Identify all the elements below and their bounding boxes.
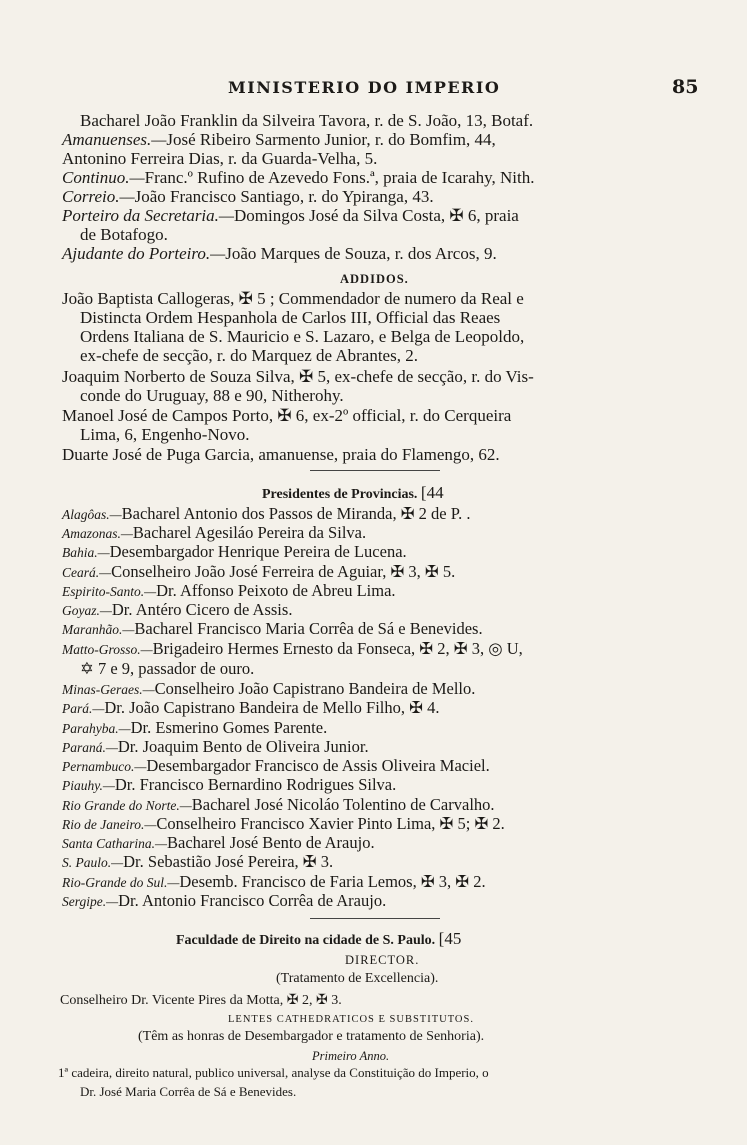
role-label: Porteiro da Secretaria.— [62, 206, 235, 225]
addido-line: João Baptista Callogeras, ✠ 5 ; Commendador de numero da Real e [62, 289, 524, 308]
staff-line: de Botafogo. [80, 225, 168, 244]
province-entry: Bahia.—Desembargador Henrique Pereira de Lucena. [62, 542, 407, 561]
section-divider [310, 918, 440, 919]
province-entry: Pernambuco.—Desembargador Francisco de Assis Oliveira Maciel. [62, 756, 490, 775]
page-title: MINISTERIO DO IMPERIO [228, 78, 501, 97]
addido-line: Distincta Ordem Hespanhola de Carlos III, Official das Reaes [80, 308, 501, 327]
province-entry: Ceará.—Conselheiro João José Ferreira de Aguiar, ✠ 3, ✠ 5. [62, 562, 456, 581]
role-label: Correio.— [62, 187, 135, 206]
staff-line: Antonino Ferreira Dias, r. da Guarda-Velha, 5. [62, 149, 378, 168]
role-label: Amanuenses.— [62, 130, 167, 149]
province-entry: Rio de Janeiro.—Conselheiro Francisco Xavier Pinto Lima, ✠ 5; ✠ 2. [62, 814, 505, 833]
addidos-heading: ADDIDOS. [340, 272, 409, 286]
province-entry: Minas-Geraes.—Conselheiro João Capistrano Bandeira de Mello. [62, 679, 476, 698]
subheading: Primeiro Anno. [312, 1049, 390, 1063]
addido-line: conde do Uruguay, 88 e 90, Nitherohy. [80, 386, 344, 405]
cadeira-line: 1ª cadeira, direito natural, publico universal, analyse da Constituição do Imperio, o [58, 1065, 489, 1080]
subheading: DIRECTOR. [345, 953, 420, 967]
role-label: Ajudante do Porteiro.— [62, 244, 226, 263]
addido-line: Ordens Italiana de S. Mauricio e S. Lazaro, e Belga de Leopoldo, [80, 327, 525, 346]
cadeira-line: Dr. José Maria Corrêa de Sá e Benevides. [80, 1084, 297, 1099]
section-heading: Faculdade de Direito na cidade de S. Paulo. [45 [176, 929, 462, 948]
subheading: LENTES CATHEDRATICOS E SUBSTITUTOS. [228, 1014, 474, 1025]
province-entry: Piauhy.—Dr. Francisco Bernardino Rodrigues Silva. [62, 775, 397, 794]
note: (Têm as honras de Desembargador e tratamento de Senhoria). [138, 1029, 485, 1044]
addido-line: Manoel José de Campos Porto, ✠ 6, ex-2º official, r. do Cerqueira [62, 406, 512, 425]
province-entry: Matto-Grosso.—Brigadeiro Hermes Ernesto da Fonseca, ✠ 2, ✠ 3, ◎ U, [62, 639, 523, 658]
province-entry: Paraná.—Dr. Joaquim Bento de Oliveira Junior. [62, 737, 369, 756]
note: (Tratamento de Excellencia). [276, 971, 439, 986]
section-heading: Presidentes de Provincias. [44 [262, 483, 444, 502]
staff-line: Amanuenses.—José Ribeiro Sarmento Junior, r. do Bomfim, 44, [62, 130, 496, 149]
province-entry: Amazonas.—Bacharel Agesiláo Pereira da Silva. [62, 523, 367, 542]
addido-line: ex-chefe de secção, r. do Marquez de Abrantes, 2. [80, 346, 418, 365]
section-ref: [44 [420, 483, 444, 502]
province-entry: Sergipe.—Dr. Antonio Francisco Corrêa de Araujo. [62, 891, 387, 910]
province-entry: Alagôas.—Bacharel Antonio dos Passos de Miranda, ✠ 2 de P. . [62, 504, 471, 523]
province-entry: Pará.—Dr. João Capistrano Bandeira de Mello Filho, ✠ 4. [62, 698, 440, 717]
director-line: Conselheiro Dr. Vicente Pires da Motta, ✠ 2, ✠ 3. [60, 993, 342, 1008]
province-entry: ✡ 7 e 9, passador de ouro. [80, 659, 255, 678]
addido-line: Joaquim Norberto de Souza Silva, ✠ 5, ex-chefe de secção, r. do Vis- [62, 367, 534, 386]
staff-line: Porteiro da Secretaria.—Domingos José da Silva Costa, ✠ 6, praia [62, 206, 519, 225]
province-entry: Espirito-Santo.—Dr. Affonso Peixoto de Abreu Lima. [62, 581, 396, 600]
section-divider [310, 470, 440, 471]
province-entry: Goyaz.—Dr. Antéro Cicero de Assis. [62, 600, 293, 619]
role-label: Continuo.— [62, 168, 145, 187]
addido-line: Lima, 6, Engenho-Novo. [80, 425, 250, 444]
staff-line: Correio.—João Francisco Santiago, r. do Ypiranga, 43. [62, 187, 434, 206]
province-entry: Rio-Grande do Sul.—Desemb. Francisco de Faria Lemos, ✠ 3, ✠ 2. [62, 872, 486, 891]
province-entry: Rio Grande do Norte.—Bacharel José Nicoláo Tolentino de Carvalho. [62, 795, 495, 814]
addido-line: Duarte José de Puga Garcia, amanuense, praia do Flamengo, 62. [62, 445, 500, 464]
staff-line: Ajudante do Porteiro.—João Marques de Souza, r. dos Arcos, 9. [62, 244, 497, 263]
province-entry: Parahyba.—Dr. Esmerino Gomes Parente. [62, 718, 328, 737]
page-header [0, 78, 747, 102]
page-number: 85 [672, 76, 699, 98]
province-entry: Santa Catharina.—Bacharel José Bento de Araujo. [62, 833, 375, 852]
province-entry: S. Paulo.—Dr. Sebastião José Pereira, ✠ 3. [62, 852, 334, 871]
section-ref: [45 [438, 929, 462, 948]
staff-line: Continuo.—Franc.º Rufino de Azevedo Fons.ª, praia de Icarahy, Nith. [62, 168, 535, 187]
province-entry: Maranhão.—Bacharel Francisco Maria Corrêa de Sá e Benevides. [62, 619, 483, 638]
staff-line: Bacharel João Franklin da Silveira Tavora, r. de S. João, 13, Botaf. [80, 111, 534, 130]
